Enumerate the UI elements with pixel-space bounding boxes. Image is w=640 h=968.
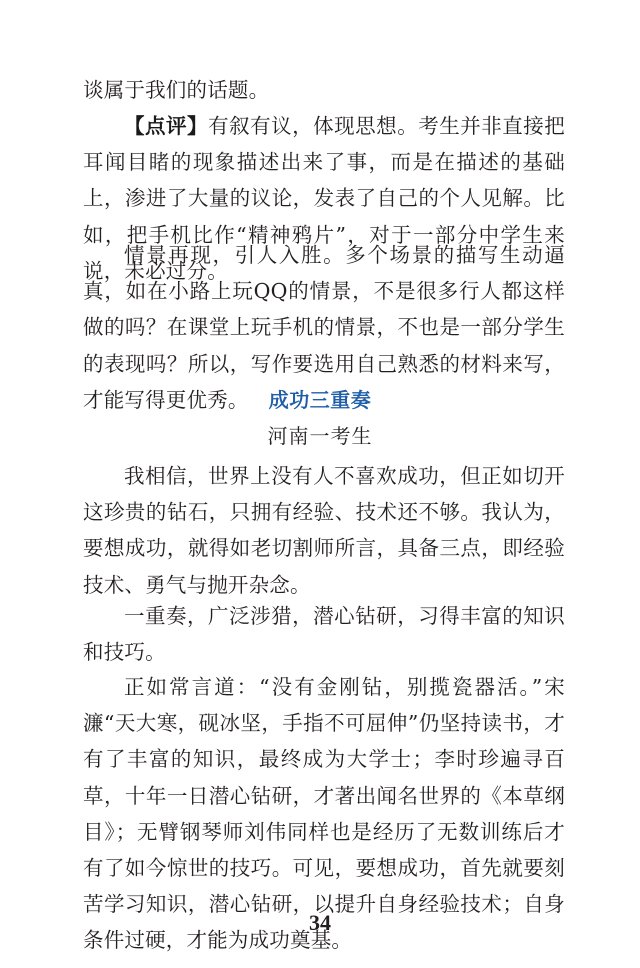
page-number: 34 [309,910,331,935]
commentary-text: 有叙有议，体现思想。考生并非直接把耳闻目睹的现象描述出来了事，而是在描述的基础上，渗进了大量的议论，发表了自己的个人见解。比如，把手机比作“精神鸦片”，对于一部分中学生来说，未必过分。 [83,114,565,283]
essay-paragraph: 一重奏，广泛涉猎，潜心钻研，习得丰富的知识和技巧。 [83,604,565,665]
commentary-paragraph-2: 情景再现，引人入胜。多个场景的描写生动逼真，如在小路上玩QQ的情景，不是很多行人都这样做的吗？在课堂上玩手机的情景，不也是一部分学生的表现吗？所以，写作要选用自己熟悉的材料来写，才能写得更优秀。 [83,243,565,412]
preceding-text: 谈属于我们的话题。 [83,78,270,102]
commentary-label: 【点评】 [124,114,209,138]
essay-paragraph: 正如常言道：“没有金刚钻，别揽瓷器活。”宋濂“天大寒，砚冰坚，手指不可屈伸”仍坚持读书，才有了丰富的知识，最终成为大学士；李时珍遍寻百草，十年一日潜心钻研，才著出闻名世界的《本草纲目》；无臂钢琴师刘伟同样也是经历了无数训练后才有了如今惊世的技巧。可见，要想成功，首先就要刻苦学习知识，潜心钻研，以提升自身经验技术；自身条件过硬，才能为成功奠基。 [83,675,565,953]
essay-paragraph: 我相信，世界上没有人不喜欢成功，但正如切开这珍贵的钻石，只拥有经验、技术还不够。我认为，要想成功，就得如老切割师所言，具备三点，即经验技术、勇气与抛开杂念。 [83,464,565,597]
essay-author: 河南一考生 [267,424,373,448]
essay-title: 成功三重奏 [268,388,372,412]
